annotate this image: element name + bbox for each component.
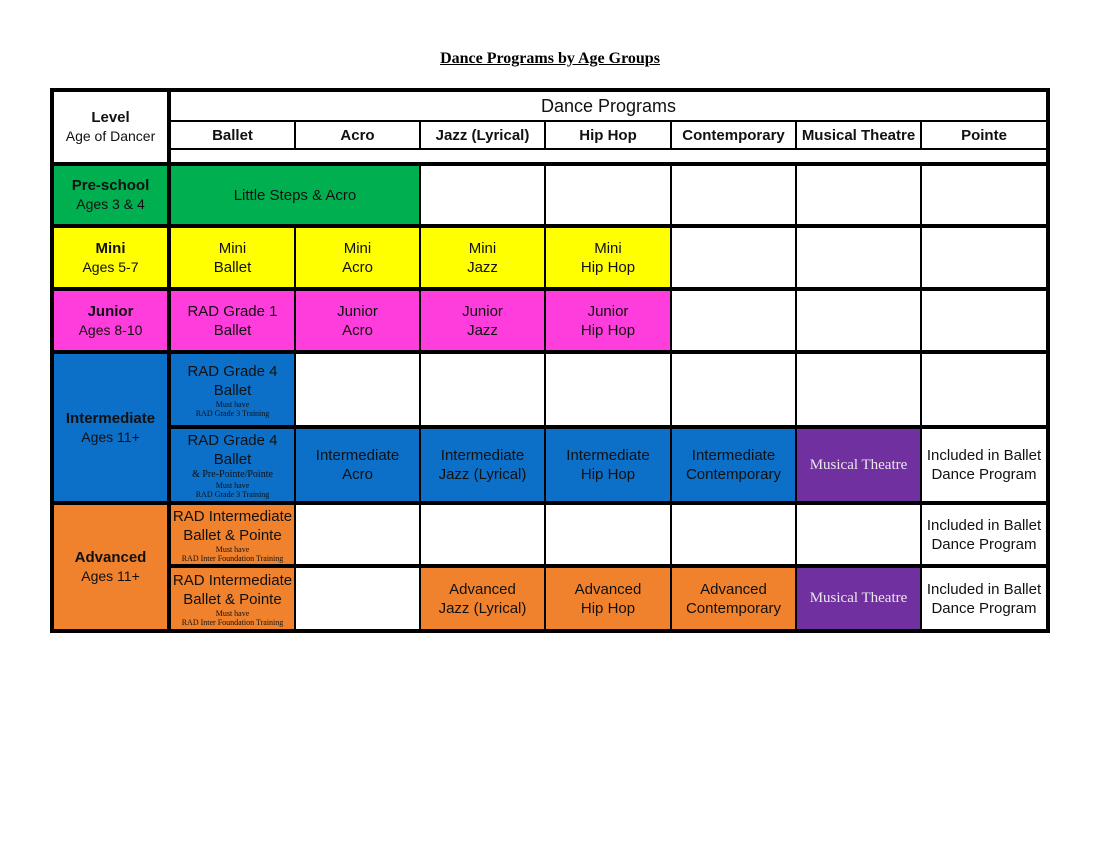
empty-cell xyxy=(296,354,419,425)
empty-cell xyxy=(922,166,1046,224)
program-intermediate-contemporary xyxy=(672,429,795,501)
program-line: Jazz (Lyrical) xyxy=(438,466,527,483)
program-line: Mini xyxy=(218,239,247,257)
program-line: Advanced xyxy=(574,580,642,598)
program-label: Little Steps & Acro xyxy=(233,186,357,204)
program-line: Advanced xyxy=(700,580,767,598)
empty-cell xyxy=(546,354,670,425)
column-header-jazz: Jazz (Lyrical) xyxy=(421,122,544,148)
requirement-note: RAD Grade 3 Training xyxy=(195,408,270,418)
program-line: Acro xyxy=(342,321,373,339)
header-spacer xyxy=(171,150,1046,162)
column-header-acro: Acro xyxy=(296,122,419,148)
program-line: RAD Intermediate xyxy=(172,507,293,525)
program-intermediate-hiphop xyxy=(546,429,670,501)
program-advanced-pointe-a xyxy=(922,505,1046,564)
empty-cell xyxy=(797,228,920,287)
empty-cell xyxy=(296,568,419,629)
empty-cell xyxy=(797,505,920,564)
program-intermediate-acro xyxy=(296,429,419,501)
program-little-steps-acro xyxy=(171,166,419,224)
program-line: RAD Grade 1 xyxy=(187,302,278,320)
empty-cell xyxy=(296,505,419,564)
program-line: Included in Ballet xyxy=(926,516,1042,534)
program-line: Intermediate xyxy=(691,447,776,464)
program-line: Acro xyxy=(342,258,373,276)
level-ages: Ages 11+ xyxy=(81,428,140,445)
program-line: RAD Intermediate xyxy=(172,571,293,589)
empty-cell xyxy=(797,166,920,224)
program-line: Intermediate xyxy=(566,447,650,464)
programs-table xyxy=(50,88,1050,633)
program-line: Included in Ballet xyxy=(926,447,1042,464)
program-line: Musical Theatre xyxy=(809,456,908,473)
program-junior-hiphop xyxy=(546,291,670,350)
level-preschool xyxy=(54,166,167,224)
empty-cell xyxy=(546,505,670,564)
requirement-note: Must have xyxy=(215,544,250,554)
empty-cell xyxy=(797,291,920,350)
program-junior-jazz xyxy=(421,291,544,350)
program-line: Acro xyxy=(342,466,373,483)
requirement-note: Must have xyxy=(215,481,250,490)
program-line: Advanced xyxy=(449,580,516,598)
program-line: Ballet xyxy=(213,321,252,339)
empty-cell xyxy=(672,228,795,287)
program-line: RAD Grade 4 xyxy=(187,362,278,380)
dance-programs-header: Dance Programs xyxy=(171,92,1046,120)
program-extra: & Pre-Pointe/Pointe xyxy=(192,469,273,480)
program-line: Ballet xyxy=(213,381,252,399)
requirement-note: RAD Grade 3 Training xyxy=(195,490,270,499)
level-ages: Ages 3 & 4 xyxy=(76,196,145,212)
column-header-musical-theatre: Musical Theatre xyxy=(797,122,920,148)
empty-cell xyxy=(672,291,795,350)
empty-cell xyxy=(922,228,1046,287)
page-title: Dance Programs by Age Groups xyxy=(440,50,660,67)
level-intermediate xyxy=(54,354,167,501)
program-line: Dance Program xyxy=(931,599,1037,617)
column-header-pointe: Pointe xyxy=(922,122,1046,148)
program-line: Dance Program xyxy=(931,535,1037,553)
program-mini-hiphop xyxy=(546,228,670,287)
requirement-note: RAD Inter Foundation Training xyxy=(181,617,284,627)
program-line: RAD Grade 4 xyxy=(187,432,278,449)
program-intermediate-pointe xyxy=(922,429,1046,501)
empty-cell xyxy=(546,166,670,224)
level-ages: Ages 8-10 xyxy=(78,321,143,338)
level-ages: Ages 11+ xyxy=(81,568,140,584)
program-line: Mini xyxy=(468,239,497,257)
level-name: Intermediate xyxy=(65,409,156,427)
program-mini-jazz xyxy=(421,228,544,287)
empty-cell xyxy=(672,166,795,224)
program-line: Jazz (Lyrical) xyxy=(438,599,527,617)
level-header xyxy=(54,92,167,162)
column-header-ballet: Ballet xyxy=(171,122,294,148)
empty-cell xyxy=(672,505,795,564)
age-label: Age of Dancer xyxy=(65,128,156,144)
program-line: Intermediate xyxy=(315,447,400,464)
program-line: Dance Program xyxy=(931,466,1037,483)
empty-cell xyxy=(421,505,544,564)
program-intermediate-musical-theatre xyxy=(797,429,920,501)
level-label: Level xyxy=(91,109,130,126)
program-line: Junior xyxy=(462,302,503,320)
program-line: Hip Hop xyxy=(580,599,636,617)
requirement-note: Must have xyxy=(215,399,250,409)
program-line: Jazz xyxy=(467,321,498,339)
program-line: Hip Hop xyxy=(580,321,636,339)
program-line: Musical Theatre xyxy=(809,590,908,606)
program-line: Mini xyxy=(594,239,622,257)
program-advanced-ballet-a xyxy=(171,505,294,564)
level-ages: Ages 5-7 xyxy=(82,258,139,275)
program-intermediate-ballet-pointe xyxy=(171,429,294,501)
column-header-contemporary: Contemporary xyxy=(672,122,795,148)
program-mini-ballet xyxy=(171,228,294,287)
program-line: Hip Hop xyxy=(580,466,636,483)
program-line: Ballet & Pointe xyxy=(183,526,282,544)
requirement-note: Must have xyxy=(215,608,250,618)
program-intermediate-jazz xyxy=(421,429,544,501)
level-name: Mini xyxy=(95,239,126,257)
program-line: Hip Hop xyxy=(580,258,636,276)
program-line: Junior xyxy=(587,302,629,320)
empty-cell xyxy=(797,354,920,425)
program-intermediate-ballet-grade4 xyxy=(171,354,294,425)
level-mini xyxy=(54,228,167,287)
empty-cell xyxy=(421,354,544,425)
program-line: Included in Ballet xyxy=(926,580,1042,598)
program-junior-ballet xyxy=(171,291,294,350)
program-advanced-musical-theatre xyxy=(797,568,920,629)
program-junior-acro xyxy=(296,291,419,350)
program-line: Junior xyxy=(337,302,378,320)
empty-cell xyxy=(922,291,1046,350)
program-mini-acro xyxy=(296,228,419,287)
program-line: Contemporary xyxy=(685,466,782,483)
level-name: Pre-school xyxy=(71,177,150,194)
program-advanced-contemporary xyxy=(672,568,795,629)
program-line: Mini xyxy=(343,239,372,257)
level-name: Junior xyxy=(87,302,134,320)
program-line: Ballet & Pointe xyxy=(183,590,282,608)
empty-cell xyxy=(672,354,795,425)
program-advanced-pointe-b xyxy=(922,568,1046,629)
program-line: Contemporary xyxy=(685,599,782,617)
level-junior xyxy=(54,291,167,350)
program-advanced-ballet-b xyxy=(171,568,294,629)
empty-cell xyxy=(421,166,544,224)
level-name: Advanced xyxy=(74,549,147,566)
level-advanced xyxy=(54,505,167,629)
requirement-note: RAD Inter Foundation Training xyxy=(181,553,284,563)
program-advanced-hiphop xyxy=(546,568,670,629)
program-line: Ballet xyxy=(213,451,252,468)
program-line: Ballet xyxy=(213,258,252,276)
program-line: Intermediate xyxy=(440,447,525,464)
program-line: Jazz xyxy=(467,258,498,276)
program-advanced-jazz xyxy=(421,568,544,629)
column-header-hiphop: Hip Hop xyxy=(546,122,670,148)
empty-cell xyxy=(922,354,1046,425)
